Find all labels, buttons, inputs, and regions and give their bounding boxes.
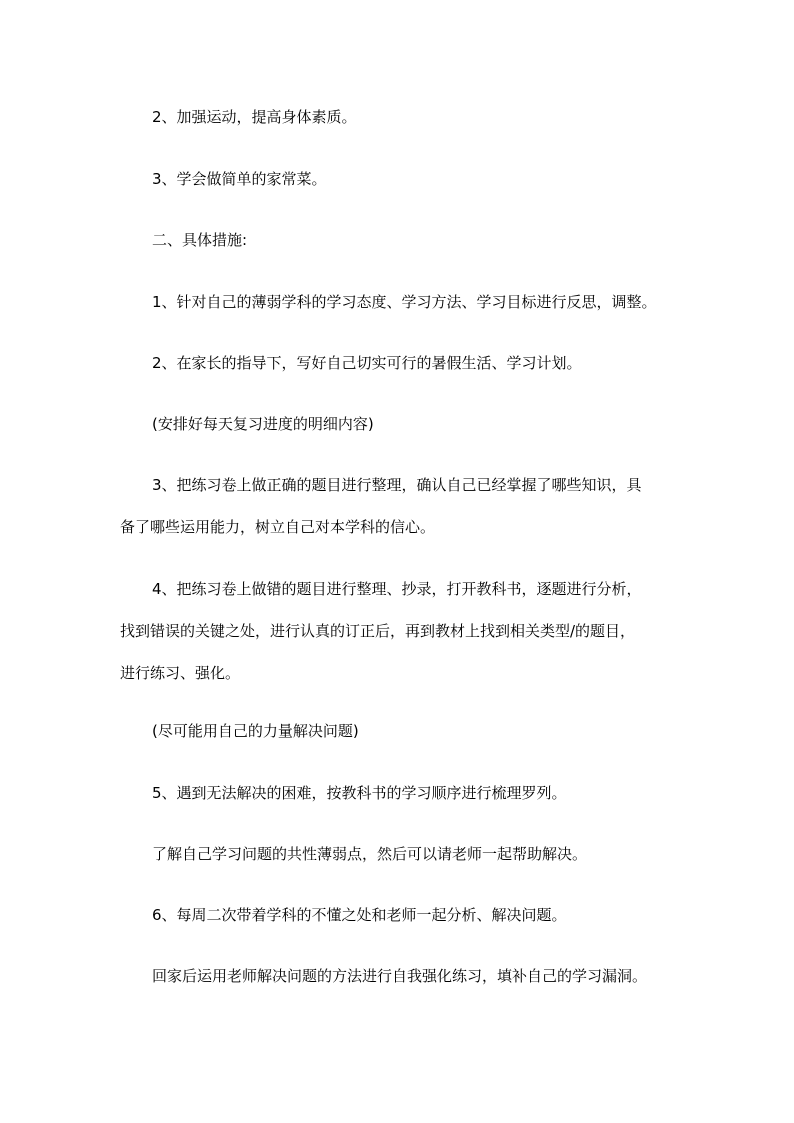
paragraph-line: 找到错误的关键之处，进行认真的订正后，再到教材上找到相关类型/的题目， xyxy=(120,622,636,640)
paragraph: 了解自己学习问题的共性薄弱点，然后可以请老师一起帮助解决。 xyxy=(152,845,588,863)
paragraph-note: (尽可能用自己的力量解决问题) xyxy=(152,722,359,740)
paragraph: 5、遇到无法解决的困难，按教科书的学习顺序进行梳理罗列。 xyxy=(152,784,567,802)
paragraph: 2、加强运动，提高身体素质。 xyxy=(152,108,357,126)
paragraph: 2、在家长的指导下，写好自己切实可行的暑假生活、学习计划。 xyxy=(152,354,582,372)
paragraph-multiline xyxy=(120,467,676,545)
paragraph: 回家后运用老师解决问题的方法进行自我强化练习，填补自己的学习漏洞。 xyxy=(152,967,648,985)
paragraph: 1、针对自己的薄弱学科的学习态度、学习方法、学习目标进行反思，调整。 xyxy=(152,293,657,311)
paragraph-line: 备了哪些运用能力，树立自己对本学科的信心。 xyxy=(120,518,436,536)
paragraph-line: 3、把练习卷上做正确的题目进行整理，确认自己已经掌握了哪些知识，具 xyxy=(152,476,642,494)
paragraph: 3、学会做简单的家常菜。 xyxy=(152,170,327,188)
paragraph-multiline xyxy=(120,571,676,691)
paragraph-note: (安排好每天复习进度的明细内容) xyxy=(152,415,374,433)
paragraph: 6、每周二次带着学科的不懂之处和老师一起分析、解决问题。 xyxy=(152,906,567,924)
paragraph-line: 4、把练习卷上做错的题目进行整理、抄录，打开教科书，逐题进行分析， xyxy=(152,580,642,598)
section-heading: 二、具体措施: xyxy=(152,231,248,249)
paragraph-line: 进行练习、强化。 xyxy=(120,664,241,682)
